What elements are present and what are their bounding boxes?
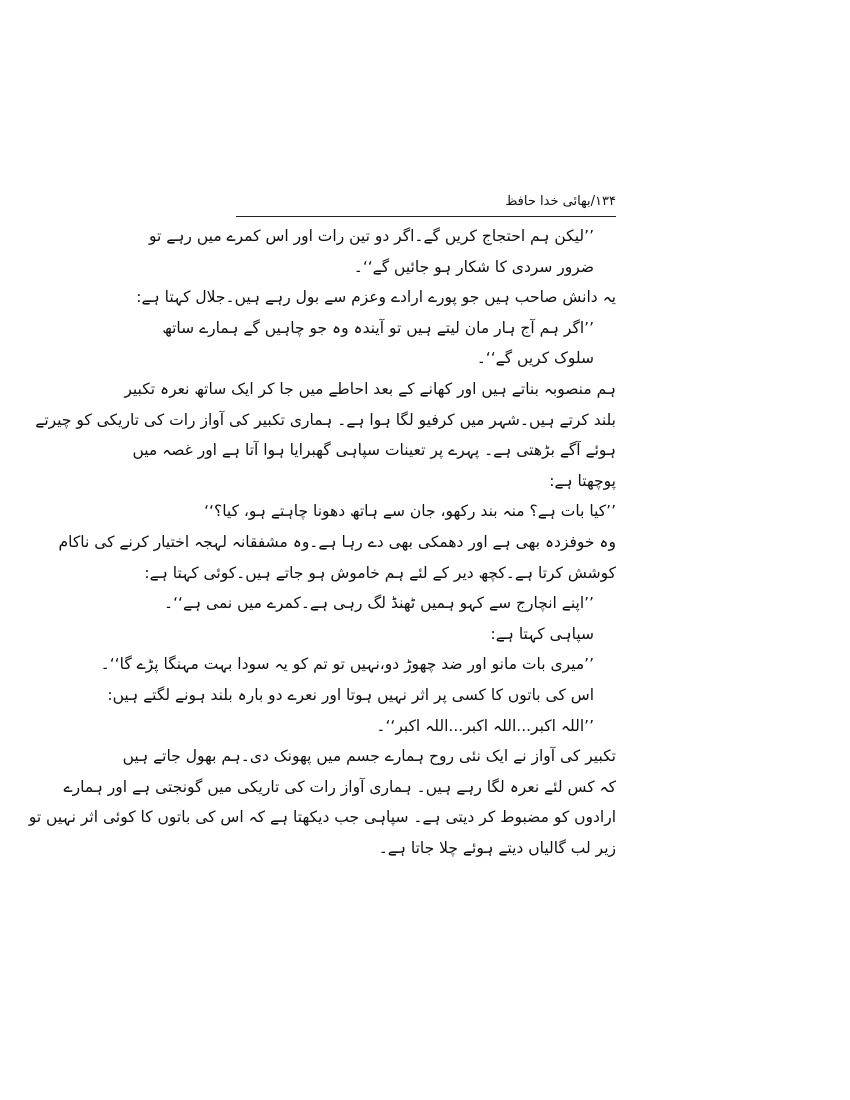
text-line: زیر لب گالیاں دیتے ہوئے چلا جاتا ہے۔ bbox=[378, 838, 616, 857]
text-line: ’’لیکن ہم احتجاج کریں گے۔اگر دو تین رات اور اس کمرے میں رہے تو bbox=[149, 227, 594, 245]
text-line: کوشش کرتا ہے۔کچھ دیر کے لئے ہم خاموش ہو جاتے ہیں۔کوئی کہتا ہے: bbox=[144, 563, 616, 582]
text-line: بلند کرتے ہیں۔شہر میں کرفیو لگا ہوا ہے۔ ہماری تکبیر کی آواز رات کی تاریکی کو چیرتے bbox=[35, 410, 616, 429]
text-line: تکبیر کی آواز نے ایک نئی روح ہمارے جسم میں پھونک دی۔ہم بھول جاتے ہیں bbox=[122, 747, 616, 766]
text-line: کہ کس لئے نعرہ لگا رہے ہیں۔ ہماری آواز رات کی تاریکی میں گونجتی ہے اور ہمارے bbox=[63, 777, 616, 796]
text-line: یہ دانش صاحب ہیں جو پورے ارادے وعزم سے بول رہے ہیں۔جلال کہتا ہے: bbox=[136, 288, 616, 307]
running-header: ۱۳۴/بھائی خدا حافظ bbox=[236, 192, 616, 217]
text-line: اس کی باتوں کا کسی پر اثر نہیں ہوتا اور نعرے دو بارہ بلند ہونے لگتے ہیں: bbox=[107, 685, 594, 704]
text-line: پوچھتا ہے: bbox=[549, 471, 616, 490]
text-line: ’’اللہ اکبر...اللہ اکبر...اللہ اکبر‘‘۔ bbox=[376, 716, 594, 735]
text-line: سلوک کریں گے‘‘۔ bbox=[476, 349, 594, 368]
text-line: ’’اگر ہم آج ہار مان لیتے ہیں تو آیندہ وہ جو چاہیں گے ہمارے ساتھ bbox=[162, 318, 594, 337]
text-line: ضرور سردی کا شکار ہو جائیں گے‘‘۔ bbox=[353, 257, 594, 276]
text-line: ’’کیا بات ہے؟ منہ بند رکھو، جان سے ہاتھ دھونا چاہتے ہو، کیا؟‘‘ bbox=[204, 502, 616, 521]
text-line: ہوئے آگے بڑھتی ہے۔ پہرے پر تعینات سپاہی گھبرایا ہوا آتا ہے اور غصہ میں bbox=[132, 441, 616, 460]
text-line: ارادوں کو مضبوط کر دیتی ہے۔ سپاہی جب دیکھتا ہے کہ اس کی باتوں کا کوئی اثر نہیں تو bbox=[28, 808, 616, 827]
text-line: ہم منصوبہ بناتے ہیں اور کھانے کے بعد احاطے میں جا کر ایک ساتھ نعرہ تکبیر bbox=[124, 379, 616, 398]
text-line: سپاہی کہتا ہے: bbox=[490, 624, 594, 643]
body-text bbox=[28, 221, 616, 863]
book-page bbox=[28, 192, 616, 863]
text-line: ’’اپنے انچارج سے کہو ہمیں ٹھنڈ لگ رہی ہے۔کمرے میں نمی ہے‘‘۔ bbox=[164, 594, 594, 613]
text-line: وہ خوفزدہ بھی ہے اور دھمکی بھی دے رہا ہے۔وہ مشفقانہ لہجہ اختیار کرنے کی ناکام bbox=[58, 532, 616, 551]
text-line: ’’میری بات مانو اور ضد چھوڑ دو،نہیں تو تم کو یہ سودا بہت مہنگا پڑے گا‘‘۔ bbox=[100, 655, 594, 674]
